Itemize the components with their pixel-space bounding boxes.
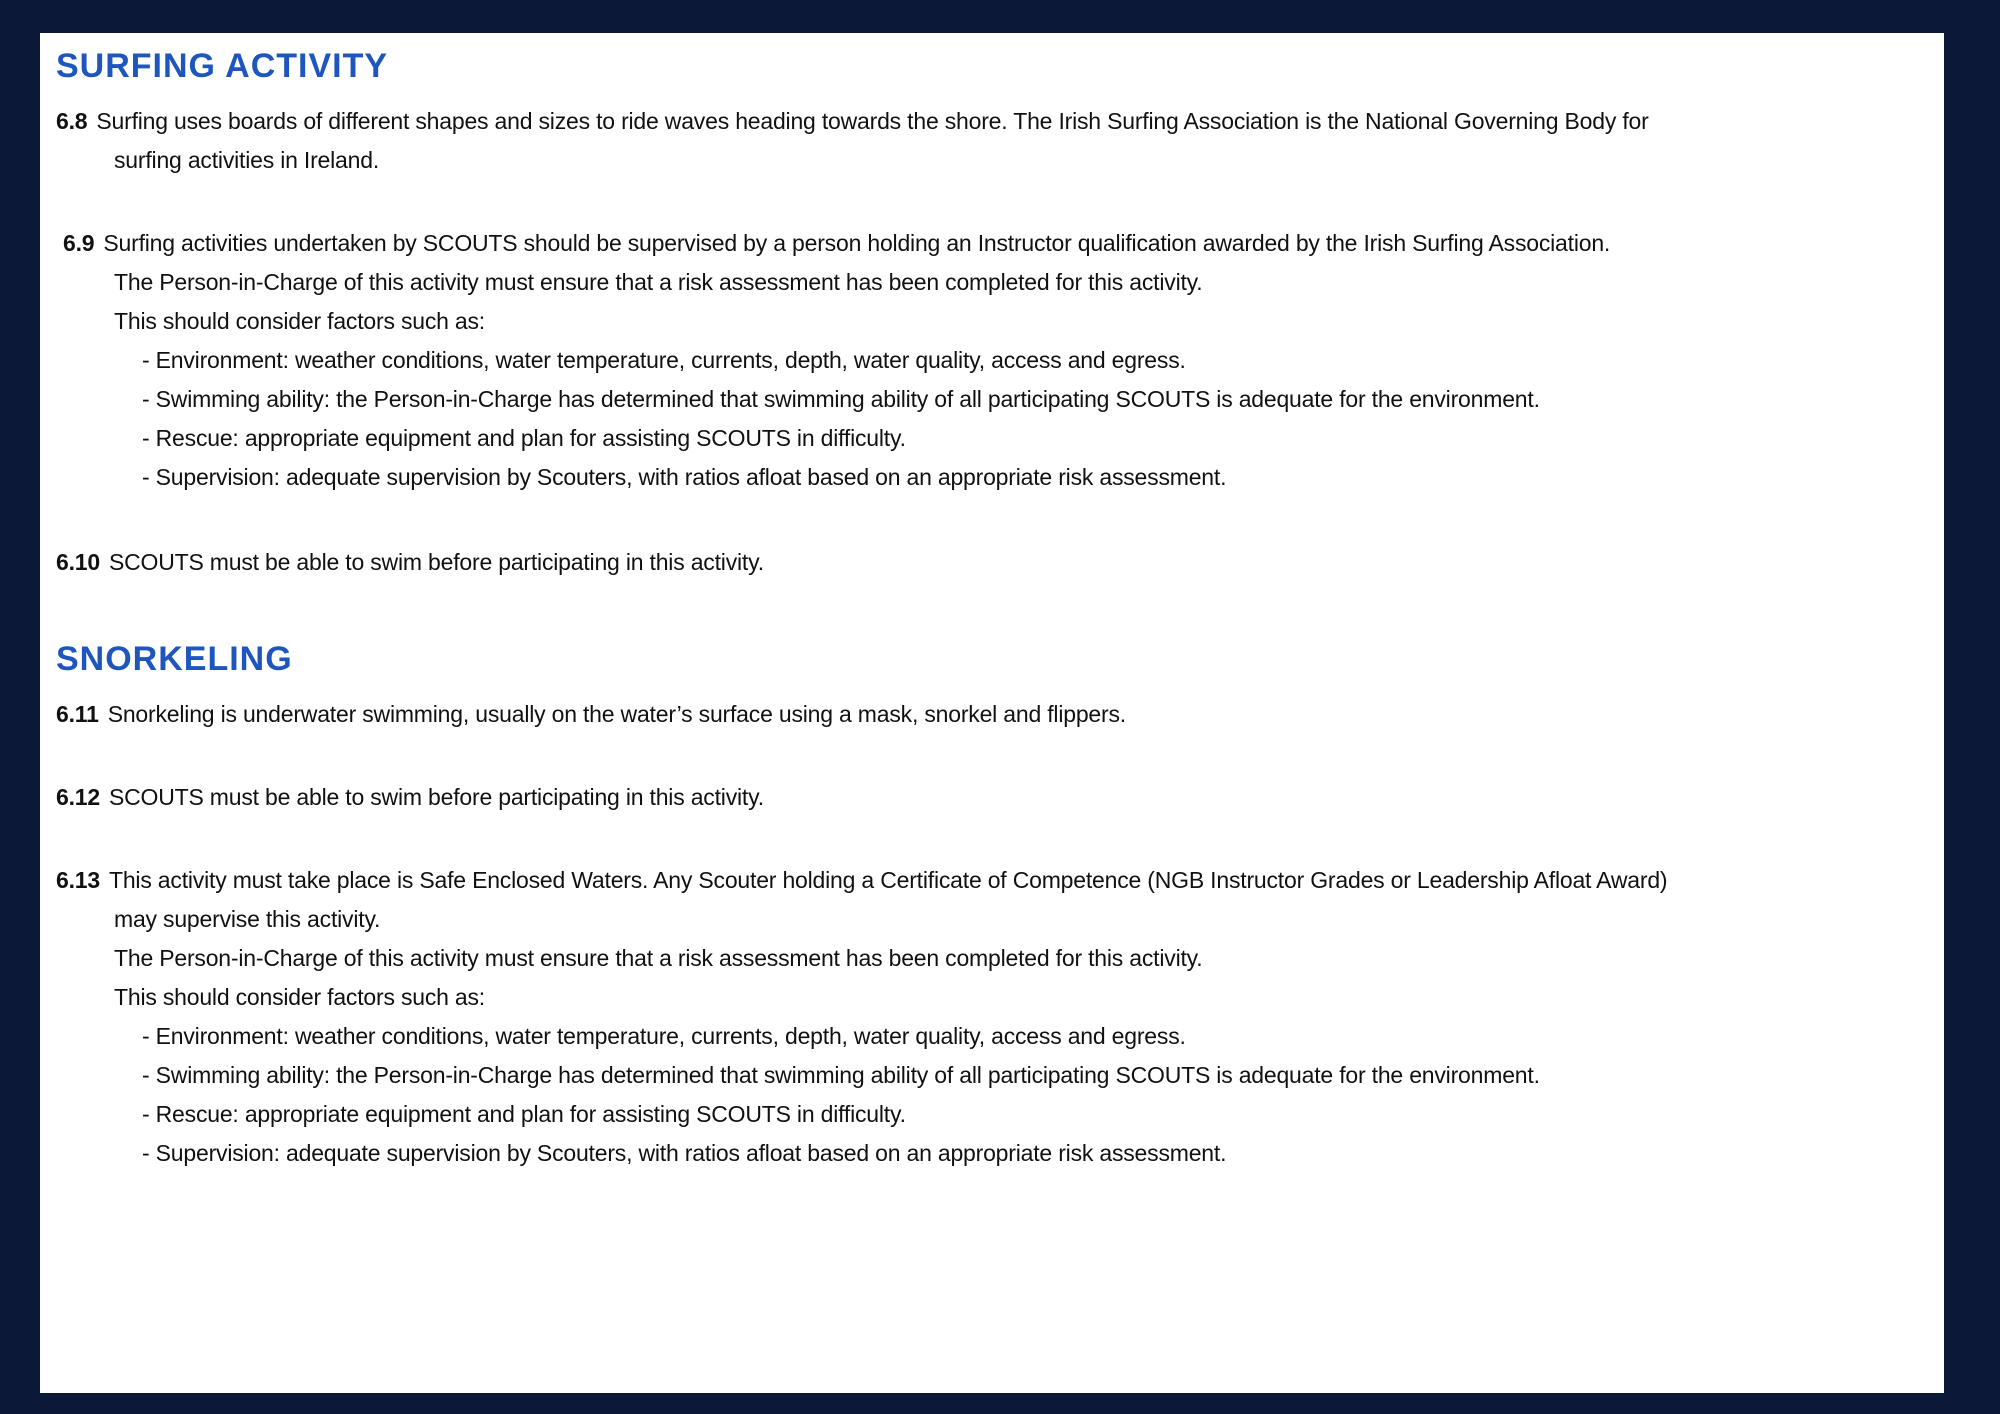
paragraph-6-13: [56, 861, 1934, 1173]
paragraph-text: Snorkeling is underwater swimming, usually on the water’s surface using a mask, snorkel and flippers.: [107, 701, 1126, 727]
section-heading-surfing-activity: SURFING ACTIVITY: [56, 47, 389, 85]
paragraph-line: surfing activities in Ireland.: [114, 147, 380, 173]
bullet-environment: - Environment: weather conditions, water temperature, currents, depth, water quality, access and egress.: [142, 1023, 1186, 1049]
paragraph-number: 6.11: [56, 701, 99, 727]
paragraph-number: 6.12: [56, 784, 100, 810]
paragraph-line: [56, 861, 1934, 900]
bullet-environment: - Environment: weather conditions, water temperature, currents, depth, water quality, access and egress.: [142, 347, 1186, 373]
paragraph-line: [56, 102, 1934, 141]
paragraph-line: This should consider factors such as:: [114, 984, 485, 1010]
document-sheet: [40, 33, 1944, 1393]
paragraph-text: This activity must take place is Safe Enclosed Waters. Any Scouter holding a Certificate of Competence (NGB Instructor Grades or Leadership Afloat Award): [108, 867, 1668, 893]
paragraph-6-12: [56, 778, 1934, 817]
paragraph-number: 6.10: [56, 549, 100, 575]
paragraph-line: The Person-in-Charge of this activity must ensure that a risk assessment has been completed for this activity.: [114, 269, 1203, 295]
bullet-swimming-ability: - Swimming ability: the Person-in-Charge has determined that swimming ability of all participating SCOUTS is adequate for the environment.: [142, 386, 1540, 412]
paragraph-text: Surfing uses boards of different shapes and sizes to ride waves heading towards the shore. The Irish Surfing Association is the National Governing Body for: [96, 108, 1649, 134]
paragraph-line: [63, 224, 1934, 263]
section-snorkeling: [56, 640, 1934, 1173]
bullet-supervision: - Supervision: adequate supervision by Scouters, with ratios afloat based on an appropriate risk assessment.: [142, 464, 1227, 490]
section-surfing-activity: [56, 47, 1934, 582]
paragraph-6-8: [56, 102, 1934, 180]
paragraph-text: Surfing activities undertaken by SCOUTS should be supervised by a person holding an Instructor qualification awarded by the Irish Surfing Association.: [103, 230, 1611, 256]
bullet-swimming-ability: - Swimming ability: the Person-in-Charge has determined that swimming ability of all participating SCOUTS is adequate for the environment.: [142, 1062, 1540, 1088]
paragraph-line: [56, 695, 1934, 734]
paragraph-text: SCOUTS must be able to swim before participating in this activity.: [108, 549, 764, 575]
paragraph-6-11: [56, 695, 1934, 734]
bullet-rescue: - Rescue: appropriate equipment and plan for assisting SCOUTS in difficulty.: [142, 1101, 906, 1127]
paragraph-line: This should consider factors such as:: [114, 308, 485, 334]
paragraph-line: may supervise this activity.: [114, 906, 381, 932]
bullet-supervision: - Supervision: adequate supervision by Scouters, with ratios afloat based on an appropriate risk assessment.: [142, 1140, 1227, 1166]
paragraph-6-10: [56, 543, 1934, 582]
bullet-rescue: - Rescue: appropriate equipment and plan for assisting SCOUTS in difficulty.: [142, 425, 906, 451]
paragraph-line: The Person-in-Charge of this activity must ensure that a risk assessment has been completed for this activity.: [114, 945, 1203, 971]
paragraph-6-9: [56, 224, 1934, 497]
paragraph-number: 6.9: [63, 230, 95, 256]
section-heading-snorkeling: SNORKELING: [56, 640, 293, 678]
paragraph-text: SCOUTS must be able to swim before participating in this activity.: [108, 784, 764, 810]
paragraph-line: [56, 778, 1934, 817]
paragraph-line: [56, 543, 1934, 582]
paragraph-number: 6.8: [56, 108, 88, 134]
paragraph-number: 6.13: [56, 867, 100, 893]
